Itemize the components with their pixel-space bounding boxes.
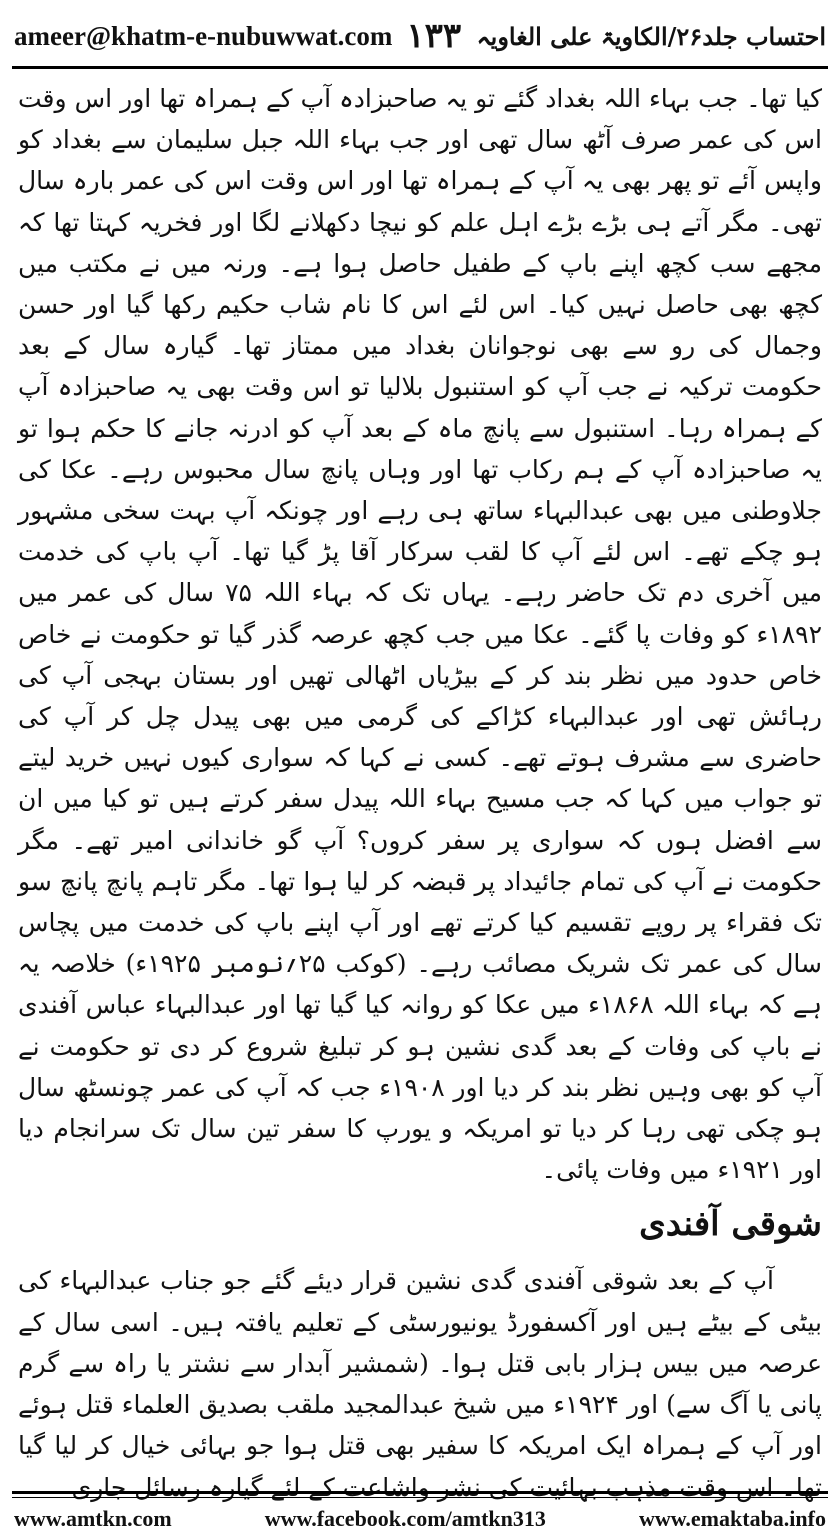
header-email: ameer@khatm-e-nubuwwat.com xyxy=(14,20,393,51)
page-footer xyxy=(14,1503,826,1535)
page-header xyxy=(14,8,826,64)
body-paragraph-2: آپ کے بعد شوقی آفندی گدی نشین قرار دیئے گئے جو جناب عبدالبہاء کی بیٹی کے بیٹے ہیں اور آکسفورڈ یونیورسٹی کے تعلیم یافتہ ہیں۔ اسی سال کے عرصہ میں بیس ہزار بابی قتل ہوا۔ (شمشیر آبدار سے نشتر یا راہ سے گرم پانی یا آگ سے) اور ۱۹۲۴ء میں شیخ عبدالمجید ملقب بصدیق العلماء قتل ہوئے اور آپ کے ہمراہ ایک امریکہ کا سفیر بھی قتل ہوا جو بہائی خیال کر لیا گیا تھا۔ اس وقت مذہب بہائیت کی نشر واشاعت کے لئے گیارہ رسائل جاری xyxy=(18,1266,822,1502)
footer-rule-thick xyxy=(12,1491,828,1494)
page-body xyxy=(18,78,822,1508)
footer-link-site[interactable]: www.amtkn.com xyxy=(14,1506,172,1531)
body-paragraph-1: کیا تھا۔ جب بہاء اللہ بغداد گئے تو یہ صاحبزادہ آپ کے ہمراہ تھا اور اس وقت اس کی عمر صرف آٹھ سال تھی اور جب بہاء اللہ جبل سلیمان سے بغداد کو واپس آئے تو پھر بھی یہ آپ کے ہمراہ تھا اور اس وقت اس کی عمر بارہ سال تھی۔ مگر آتے ہی بڑے بڑے اہل علم کو نیچا دکھلانے لگا اور فخریہ کہتا تھا کہ مجھے سب کچھ اپنے باپ کے طفیل حاصل ہوا ہے۔ ورنہ میں نے مکتب میں کچھ بھی حاصل نہیں کیا۔ اس لئے اس کا نام شاب حکیم رکھا گیا اور حسن وجمال کی رو سے بھی نوجوانان بغداد میں ممتاز تھا۔ گیارہ سال کے بعد حکومت ترکیہ نے جب آپ کو استنبول بلالیا تو اس وقت بھی یہ صاحبزادہ آپ کے ہمراہ رہا۔ استنبول سے پانچ ماہ کے بعد آپ کو ادرنہ جانے کا حکم ہوا تو یہ صاحبزادہ آپ کے ہم رکاب تھا اور وہاں پانچ سال محبوس رہے۔ عکا کی جلاوطنی میں بھی عبدالبہاء ساتھ ہی رہے اور چونکہ آپ بہت سخی مشہور ہو چکے تھے۔ اس لئے آپ کا لقب سرکار آقا پڑ گیا تھا۔ آپ باپ کی خدمت میں آخری دم تک حاضر رہے۔ یہاں تک کہ بہاء اللہ ۷۵ سال کی عمر میں ۱۸۹۲ء کو وفات پا گئے۔ عکا میں جب کچھ عرصہ گذر گیا تو حکومت نے خاص خاص حدود میں نظر بند کر کے بیڑیاں اٹھالی تھیں اور بستان بہجی آپ کی رہائش تھی اور عبدالبہاء کڑاکے کی گرمی میں بھی پیدل چل کر آپ کی حاضری سے مشرف ہوتے تھے۔ کسی نے کہا کہ سواری کیوں نہیں خرید لیتے تو جواب میں کہا کہ جب مسیح بہاء اللہ پیدل سفر کرتے ہیں تو کیا میں ان سے افضل ہوں کہ سواری پر سفر کروں؟ آپ گو خاندانی امیر تھے۔ مگر حکومت نے آپ کی تمام جائیداد پر قبضہ کر لیا ہوا تھا۔ مگر تاہم پانچ پانچ سو تک فقراء پر روپے تقسیم کیا کرتے تھے اور آپ اپنے باپ کی خدمت میں پچاس سال کی عمر تک شریک مصائب رہے۔ (کوکب ۲۵؍نومبر ۱۹۲۵ء) خلاصہ یہ ہے کہ بہاء اللہ ۱۸۶۸ء میں عکا کو روانہ کیا گیا تھا اور عبدالبہاء عباس آفندی نے باپ کی وفات کے بعد گدی نشین ہو کر تبلیغ شروع کر دی تو حکومت نے آپ کو بھی وہیں نظر بند کر دیا اور ۱۹۰۸ء جب کہ آپ کی عمر چونسٹھ سال ہو چکی تھی رہا کر دیا تو امریکہ و یورپ کا سفر تین سال تک سرانجام دیا اور ۱۹۲۱ء میں وفات پائی۔ xyxy=(18,84,822,1185)
page-number: ۱۳۳ xyxy=(406,18,462,55)
footer-link-emaktaba[interactable]: www.emaktaba.info xyxy=(638,1506,826,1531)
footer-rule-thin xyxy=(12,1497,828,1498)
header-left xyxy=(14,16,461,56)
running-title: احتساب جلد۲۶/الکاویۃ علی الغاویہ xyxy=(476,21,826,51)
section-heading: شوقی آفندی xyxy=(639,1204,822,1245)
footer-link-facebook[interactable]: www.facebook.com/amtkn313 xyxy=(264,1506,546,1531)
header-rule xyxy=(12,66,828,69)
